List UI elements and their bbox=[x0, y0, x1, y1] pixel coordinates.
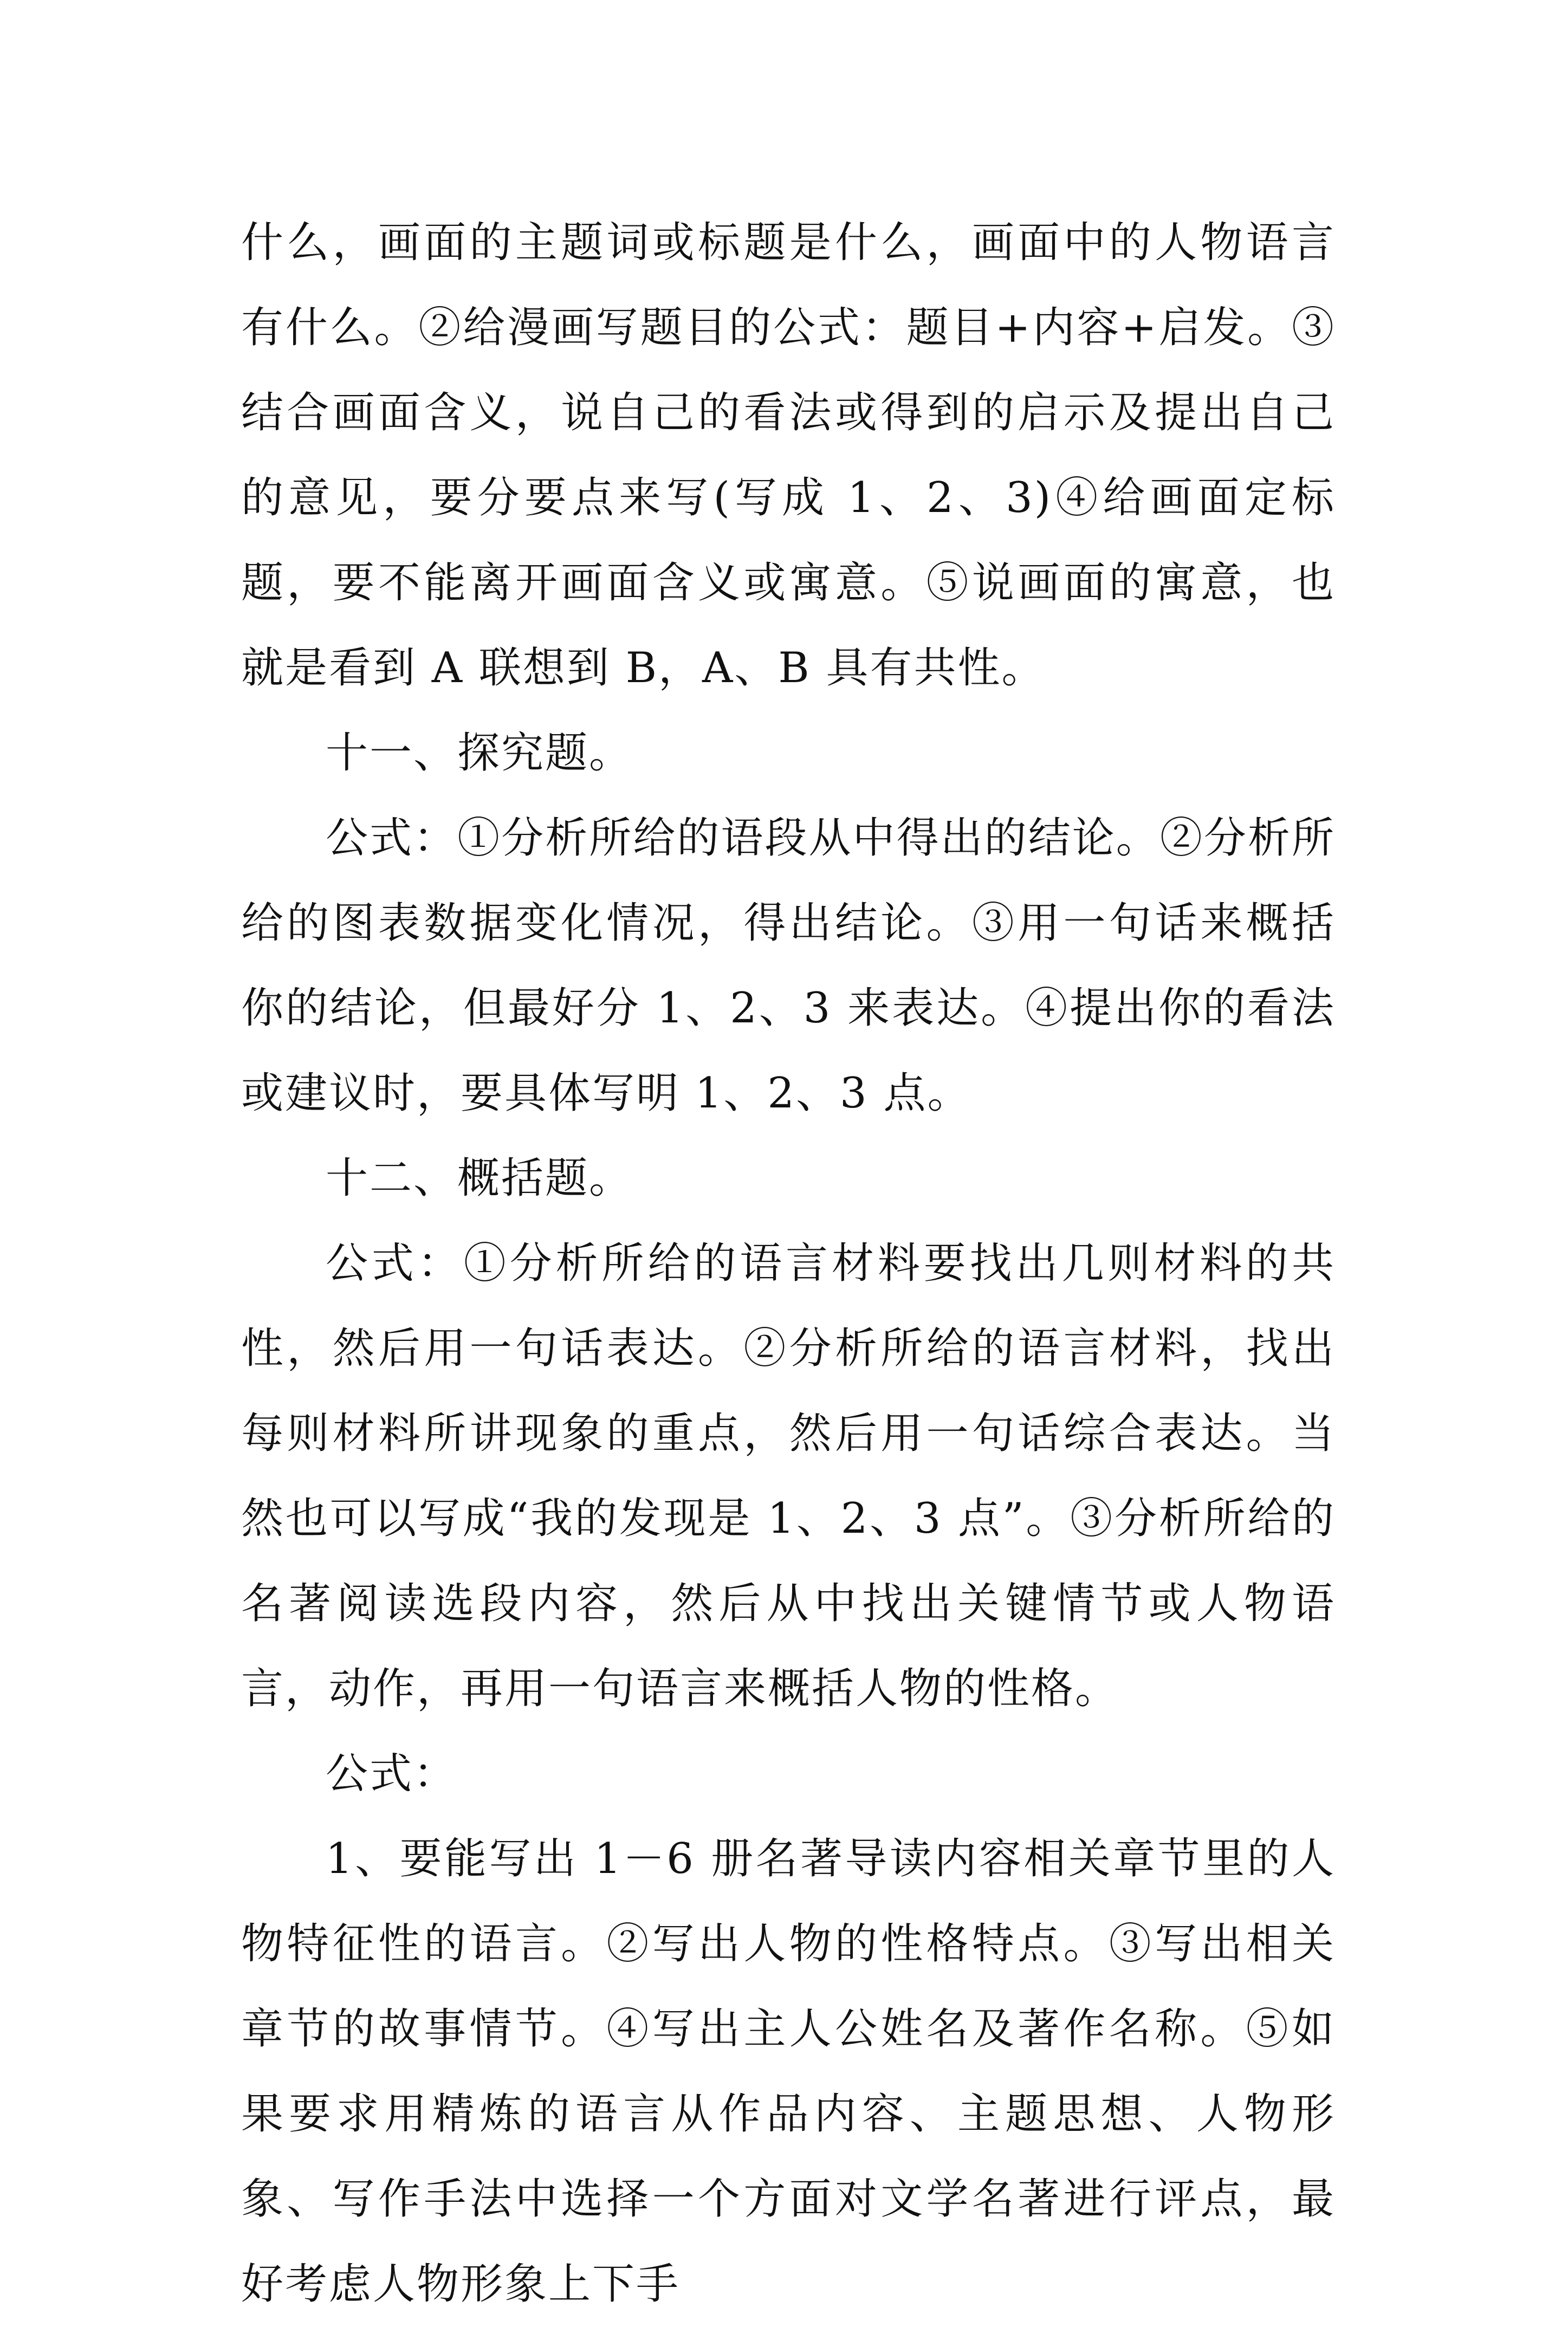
heading-summary-question: 十二、概括题。 bbox=[326, 1154, 633, 1203]
paragraph-summary-formula: 公式：①分析所给的语言材料要找出几则材料的共性，然后用一句话表达。②分析所给的语言材料，找出每则材料所讲现象的重点，然后用一句话综合表达。当然也可以写成“我的发现是 1、2、3 点”。③分析所给的名著阅读选段内容，然后从中找出关键情节或人物语言，动作，再用一句语言来概括人物的性格。 bbox=[241, 1239, 1336, 1713]
document-body bbox=[241, 200, 1336, 2327]
heading-formula-label: 公式： bbox=[326, 1749, 458, 1798]
paragraph-inquiry-formula: 公式：①分析所给的语段从中得出的结论。②分析所给的图表数据变化情况，得出结论。③用一句话来概括你的结论，但最好分 1、2、3 来表达。④提出你的看法或建议时，要具体写明 1、2、3 点。 bbox=[241, 814, 1336, 1118]
paragraph-drawing-formula-continued: 什么，画面的主题词或标题是什么，画面中的人物语言有什么。②给漫画写题目的公式：题目+内容+启发。③结合画面含义，说自己的看法或得到的启示及提出自己的意见，要分要点来写(写成 1、2、3)④给画面定标题，要不能离开画面含义或寓意。⑤说画面的寓意，也就是看到 A 联想到 B，A、B 具有共性。 bbox=[241, 218, 1336, 692]
heading-inquiry-question: 十一、探究题。 bbox=[326, 729, 633, 777]
paragraph-classics-formula: 1、要能写出 1－6 册名著导读内容相关章节里的人物特征性的语言。②写出人物的性格特点。③写出相关章节的故事情节。④写出主人公姓名及著作名称。⑤如果要求用精炼的语言从作品内容、主题思想、人物形象、写作手法中选择一个方面对文学名著进行评点，最好考虑人物形象上下手 bbox=[241, 1835, 1336, 2309]
